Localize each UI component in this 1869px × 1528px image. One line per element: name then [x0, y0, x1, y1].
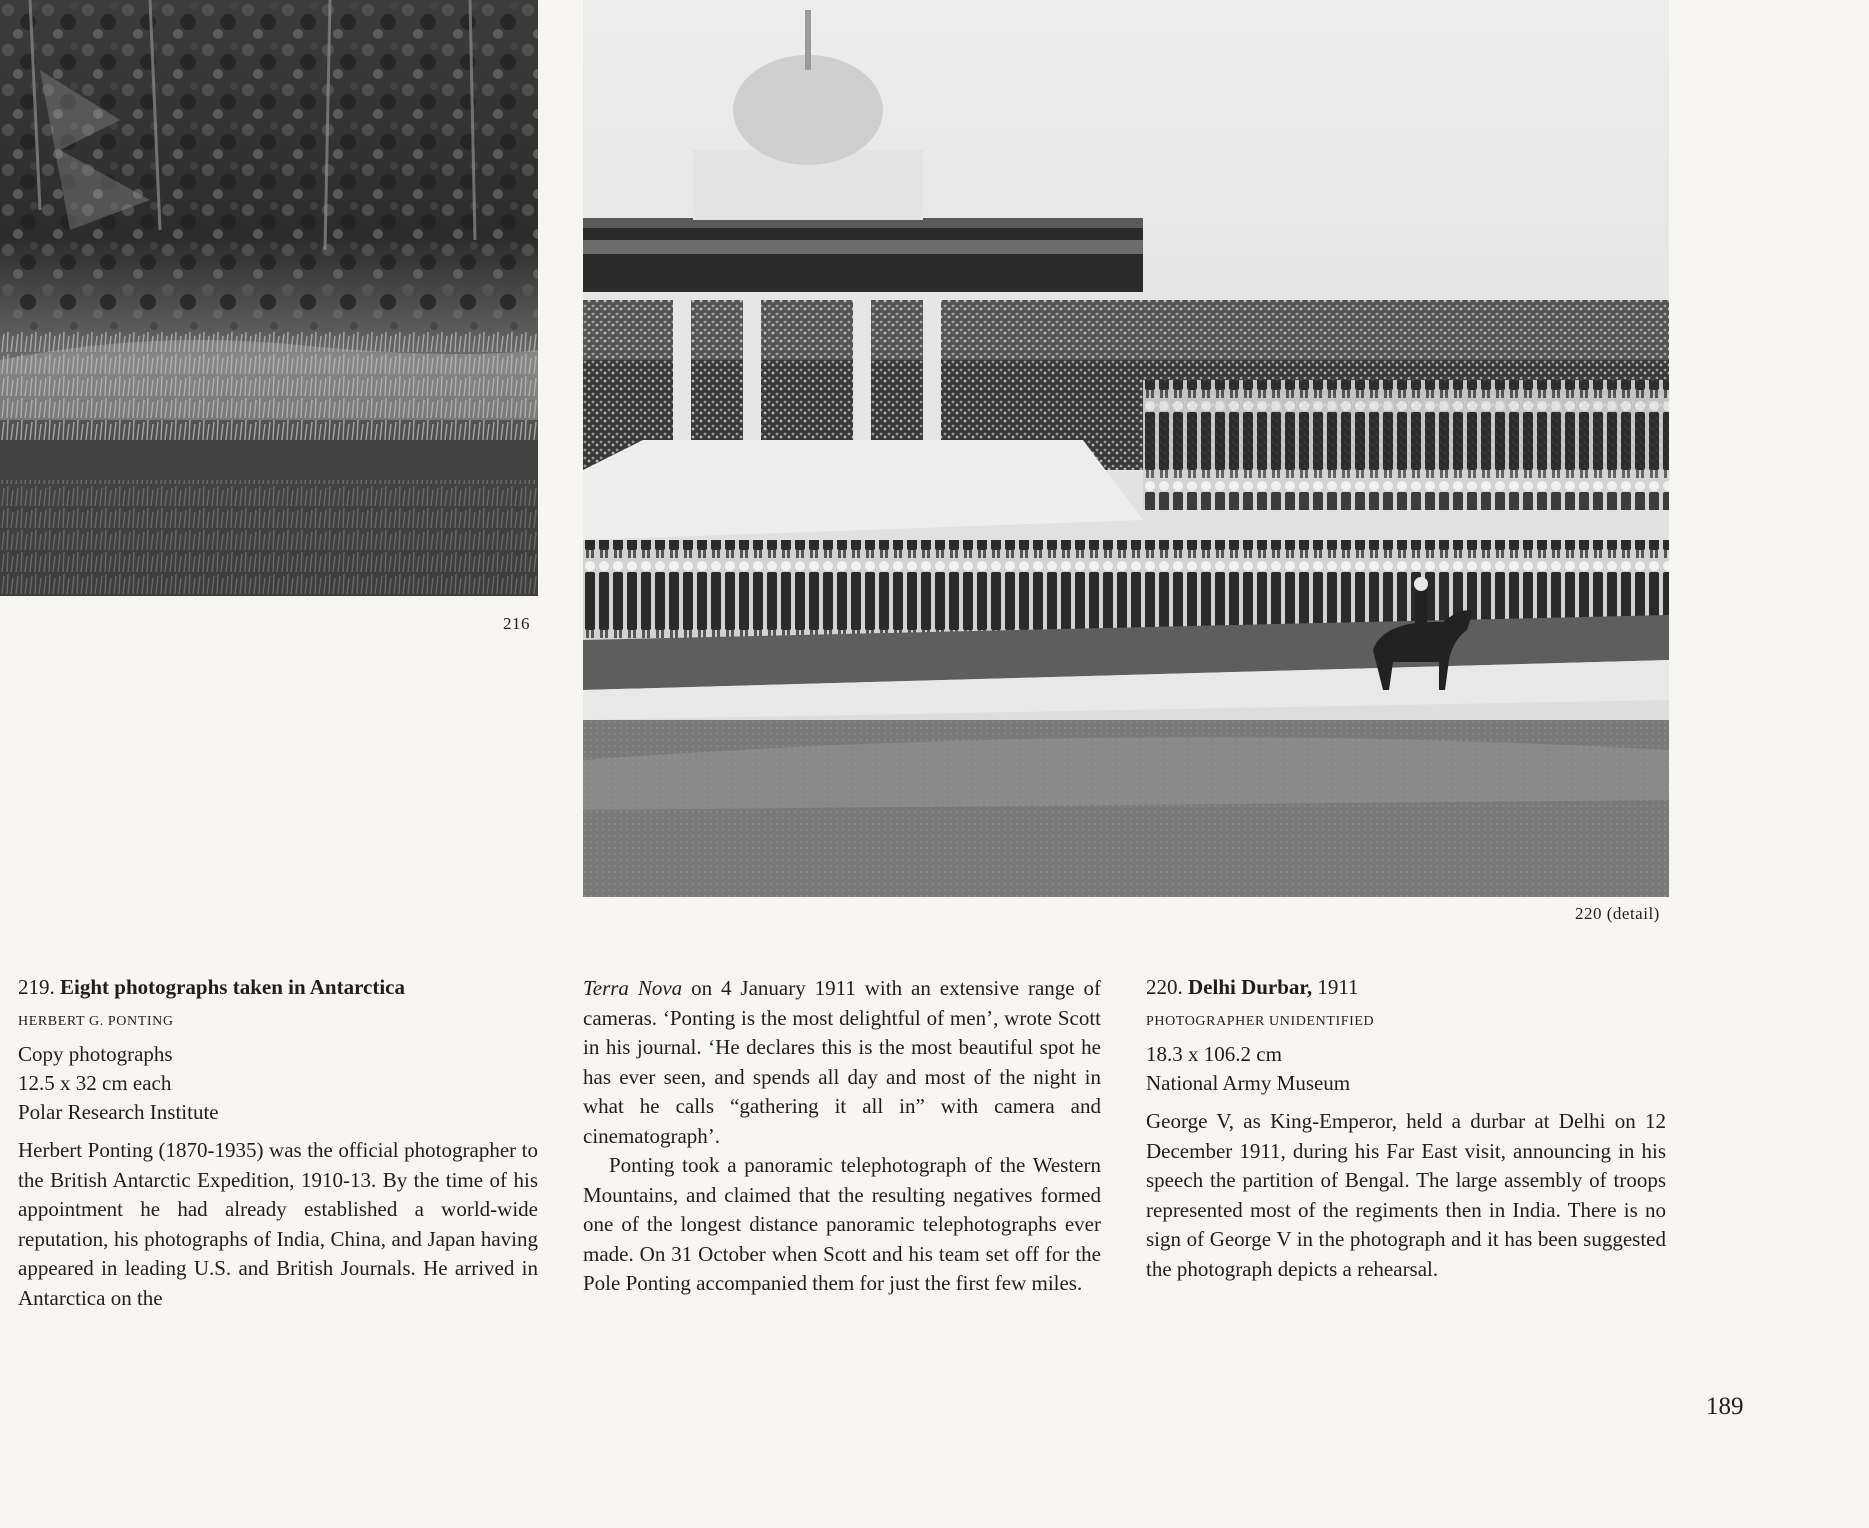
entry-219-continuation	[583, 974, 1101, 1299]
forest-photograph	[0, 0, 538, 596]
entry-219-dimensions: 12.5 x 32 cm each	[18, 1071, 172, 1095]
delhi-durbar-photograph	[583, 0, 1669, 897]
ship-name: Terra Nova	[583, 976, 683, 1000]
entry-220-photographer: PHOTOGRAPHER UNIDENTIFIED	[1146, 1014, 1375, 1029]
entry-219-title: Eight photographs taken in Antarctica	[60, 975, 405, 999]
entry-219-lender: Polar Research Institute	[18, 1100, 219, 1124]
plate-number-216: 216	[503, 614, 530, 633]
catalogue-entry-220	[1146, 974, 1666, 1284]
entry-219-description-cont	[583, 974, 1101, 1151]
entry-219-paragraph-1-cont: on 4 January 1911 with an extensive range of cameras. ‘Ponting is the most delightful of men’, wrote Scott in his journal. ‘He declares this is the most beautiful spot he has ever seen, and spends all day and most of the night in what he calls “gathering it all in” with camera and cinematograph’.	[583, 976, 1101, 1148]
plate-number-220: 220 (detail)	[1575, 904, 1660, 923]
entry-220-heading	[1146, 974, 1666, 1000]
entry-220-title: Delhi Durbar,	[1188, 975, 1313, 999]
page-number: 189	[1706, 1393, 1744, 1420]
entry-220-lender: National Army Museum	[1146, 1071, 1351, 1095]
entry-220-dimensions: 18.3 x 106.2 cm	[1146, 1042, 1282, 1066]
catalogue-entry-219	[18, 974, 538, 1313]
entry-220-number: 220.	[1146, 975, 1183, 999]
entry-219-medium: Copy photographs	[18, 1042, 173, 1066]
entry-219-paragraph-2: Ponting took a panoramic telephotograph of the Western Mountains, and claimed that the resulting negatives formed one of the longest distance panoramic telephotographs ever made. On 31 October when Scott and his team set off for the Pole Ponting accompanied them for just the first few miles.	[583, 1153, 1101, 1295]
entry-219-photographer: HERBERT G. PONTING	[18, 1014, 174, 1029]
entry-219-heading	[18, 974, 538, 1000]
entry-219-number: 219.	[18, 975, 55, 999]
entry-220-year: 1911	[1317, 975, 1359, 999]
entry-219-description: Herbert Ponting (1870-1935) was the official photographer to the British Antarctic Expedition, 1910-13. By the time of his appointment he had already established a world-wide reputation, his photographs of India, China, and Japan having appeared in leading U.S. and British Journals. He arrived in Antarctica on the	[18, 1138, 538, 1310]
entry-220-description: George V, as King-Emperor, held a durbar at Delhi on 12 December 1911, during his Far East visit, announcing in his speech the partition of Bengal. The large assembly of troops represented most of the regiments then in India. There is no sign of George V in the photograph and it has been suggested the photograph depicts a rehearsal.	[1146, 1109, 1666, 1281]
